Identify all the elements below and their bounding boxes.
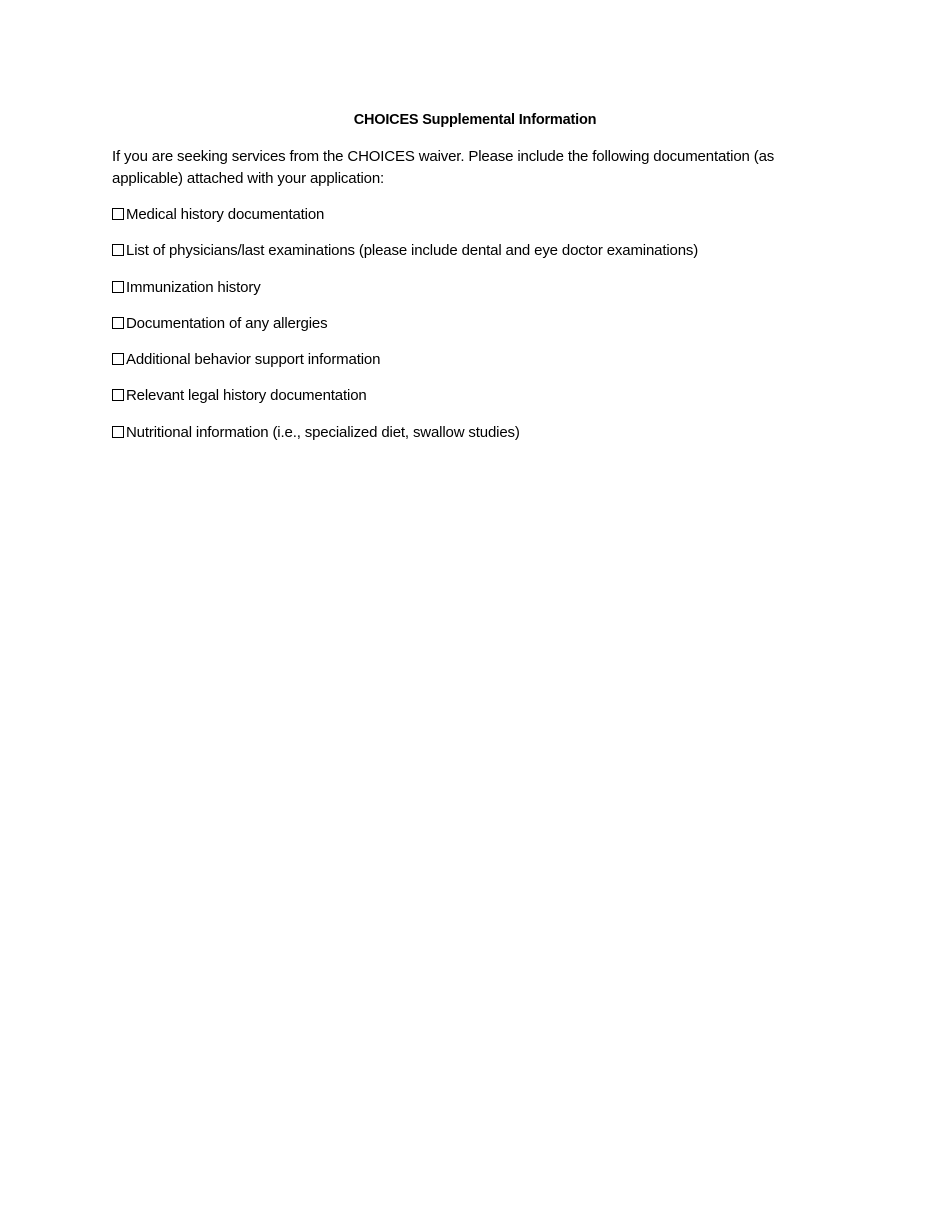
checkbox-icon[interactable] (112, 389, 124, 401)
checklist-item-allergies (112, 314, 698, 350)
checklist-item-medical-history (112, 205, 698, 241)
checklist-item-label: Immunization history (126, 278, 261, 296)
checkbox-icon[interactable] (112, 426, 124, 438)
checklist-item-behavior-support (112, 350, 698, 386)
checklist-item-label: Nutritional information (i.e., specialized diet, swallow studies) (126, 423, 520, 441)
checklist-item-legal-history (112, 386, 698, 422)
checkbox-icon[interactable] (112, 353, 124, 365)
checklist-item-nutritional (112, 423, 698, 459)
checklist-item-immunization (112, 278, 698, 314)
checklist-item-label: Documentation of any allergies (126, 314, 328, 332)
checklist-item-label: Additional behavior support information (126, 351, 381, 369)
checkbox-icon[interactable] (112, 244, 124, 256)
checklist-item-label: List of physicians/last examinations (please include dental and eye doctor examinations) (126, 242, 699, 260)
checkbox-icon[interactable] (112, 317, 124, 329)
checklist-item-label: Relevant legal history documentation (126, 387, 367, 405)
documentation-checklist (112, 205, 698, 459)
checklist-item-physicians (112, 241, 698, 277)
page-title: CHOICES Supplemental Information (353, 112, 597, 128)
checkbox-icon[interactable] (112, 281, 124, 293)
intro-paragraph: If you are seeking services from the CHOICES waiver. Please include the following documentation (as applicable) attached with your application: (112, 148, 775, 187)
checkbox-icon[interactable] (112, 208, 124, 220)
checklist-item-label: Medical history documentation (126, 206, 325, 223)
